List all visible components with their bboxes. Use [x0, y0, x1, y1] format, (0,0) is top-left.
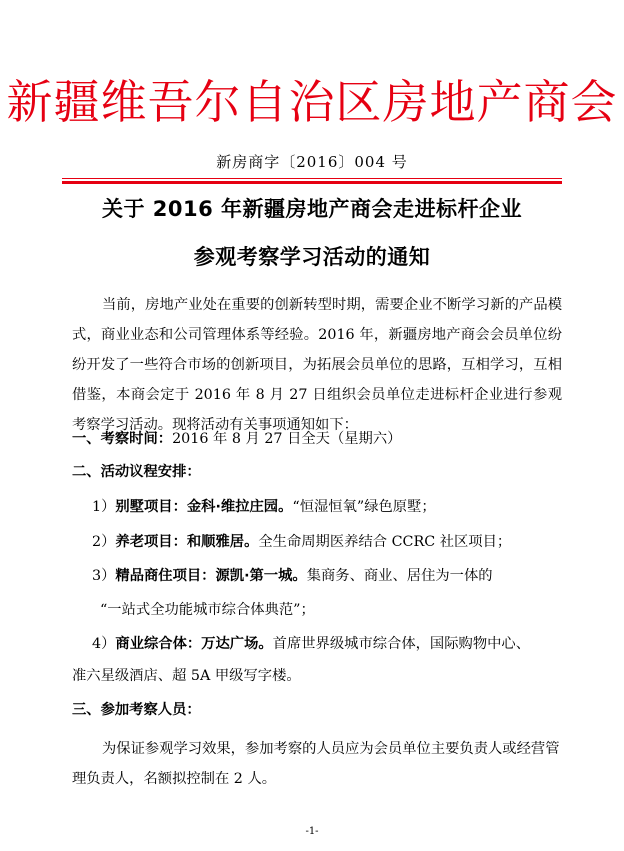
- agenda-item-3-continuation: “一站式全功能城市综合体典范”；: [100, 602, 315, 618]
- agenda-item-label: 商业综合体：万达广场。: [115, 636, 273, 652]
- agenda-item-text: “恒湿恒氧”绿色原墅；: [292, 499, 436, 515]
- red-divider-thin: [62, 178, 562, 179]
- organization-title: 新疆维吾尔自治区房地产商会: [6, 75, 618, 129]
- agenda-item-number: 1）: [92, 499, 116, 515]
- document-number: 新房商字〔2016〕004 号: [216, 153, 408, 171]
- section-time-heading: 一、考察时间：: [72, 431, 173, 447]
- notice-title-line2: 参观考察学习活动的通知: [193, 245, 431, 269]
- agenda-item-4: [92, 634, 592, 654]
- section-participants-heading: 三、参加考察人员：: [72, 702, 201, 718]
- agenda-item-text: 全生命周期医养结合 CCRC 社区项目；: [258, 534, 512, 550]
- intro-paragraph: 当前，房地产业处在重要的创新转型时期，需要企业不断学习新的产品模式，商业业态和公司管理体系等经验。2016 年，新疆房地产商会会员单位纷纷开发了一些符合市场的创新项目，为拓展会员单位的思路，互相学习，互相借鉴，本商会定于 2016 年 8 月 27 日组织会员单位走进标杆企业进行参观考察学习活动。现将活动有关事项通知如下：: [72, 297, 562, 433]
- red-divider-thick: [62, 181, 562, 184]
- agenda-item-label: 精品商住项目：源凯·第一城。: [115, 568, 307, 584]
- agenda-item-text: 集商务、商业、居住为一体的: [306, 568, 493, 584]
- agenda-item-number: 4）: [92, 636, 116, 652]
- agenda-item-number: 2）: [92, 534, 116, 550]
- participants-paragraph: 为保证参观学习效果，参加考察的人员应为会员单位主要负责人或经营管理负责人，名额拟控制在 2 人。: [72, 741, 560, 787]
- agenda-item-2: [92, 532, 592, 552]
- page-number: -1-: [305, 826, 319, 837]
- agenda-item-1: [92, 497, 592, 517]
- agenda-item-number: 3）: [92, 568, 116, 584]
- agenda-item-3: [92, 566, 592, 586]
- agenda-item-label: 养老项目：和顺雅居。: [115, 534, 259, 550]
- notice-title-line1: 关于 2016 年新疆房地产商会走进标杆企业: [101, 197, 523, 221]
- agenda-item-text: 首席世界级城市综合体，国际购物中心、: [272, 636, 531, 652]
- agenda-item-4-continuation: 准六星级酒店、超 5A 甲级写字楼。: [72, 668, 301, 684]
- agenda-item-label: 别墅项目：金科·维拉庄园。: [115, 499, 293, 515]
- section-time-text: 2016 年 8 月 27 日全天（星期六）: [172, 431, 402, 447]
- section-agenda-heading: 二、活动议程安排：: [72, 464, 201, 480]
- section-time: [72, 429, 572, 449]
